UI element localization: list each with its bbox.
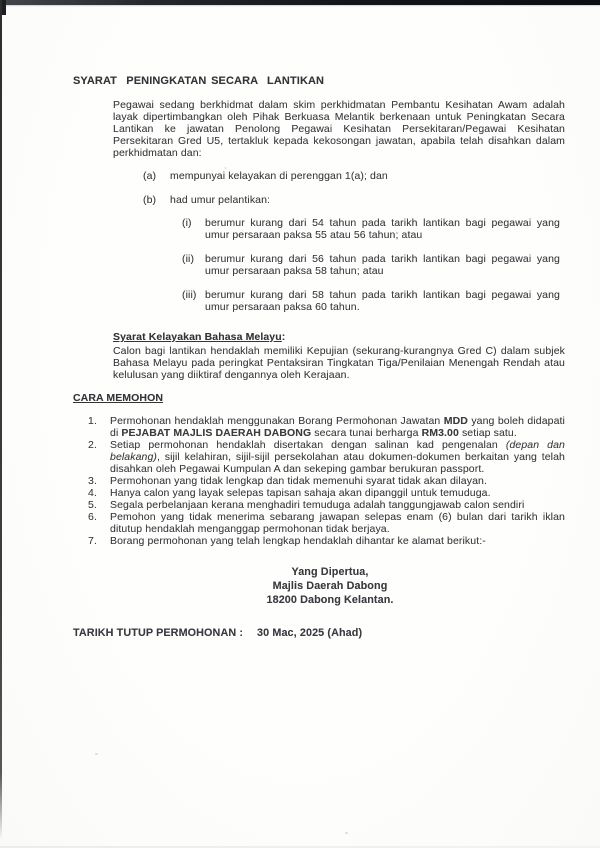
numbered-item-5-text: Segala perbelanjaan kerana menghadiri temuduga adalah tanggungjawab calon sendiri [110,499,525,511]
numbered-item-4-text: Hanya calon yang layak selepas tapisan sahaja akan dipanggil untuk temuduga. [110,487,491,499]
list-item-a-text: mempunyai kelayakan di perenggan 1(a); dan [170,170,388,182]
item-1-bold-pejabat: PEJABAT MAJLIS DAERAH DABONG [121,427,312,439]
closing-date-label: TARIKH TUTUP PERMOHONAN : [73,627,244,639]
section-heading-bahasa-melayu [113,331,600,343]
list-item-b-marker: (b) [143,194,157,206]
item-1-text-part: yang boleh didapati di [110,415,565,439]
item-1-text-part: Permohonan hendaklah menggunakan Borang Permohonan Jawatan [110,415,444,427]
item-1-text-part: setiap satu. [458,427,517,439]
section-heading-cara-memohon: CARA MEMOHON [73,392,164,404]
numbered-item-6-number: 6. [88,511,97,523]
roman-item-iii-marker: (iii) [182,289,197,301]
numbered-list [88,415,565,547]
mailing-address-block [160,565,500,607]
list-item-a [143,170,600,182]
list-item-a-marker: (a) [143,170,157,182]
numbered-item-6 [88,511,565,535]
item-2-italic-note: (depan dan belakang) [110,439,565,463]
numbered-item-5 [88,499,565,511]
section-heading-bahasa-melayu-colon: : [281,331,286,343]
section-heading-bahasa-melayu-text: Syarat Kelayakan Bahasa Melayu [113,331,282,343]
roman-item-i-marker: (i) [182,217,192,229]
numbered-item-1 [88,415,565,439]
numbered-item-4-number: 4. [88,487,97,499]
item-1-bold-price: RM3.00 [421,427,459,439]
bahasa-melayu-paragraph: Calon bagi lantikan hendaklah memiliki Kepujian (sekurang-kurangnya Gred C) dalam subjek Bahasa Melayu pada peringkat Pentaksiran Tingkatan Tiga/Penilaian Menengah Rendah atau kelulusan yang diiktiraf dengannya oleh Kerajaan. [113,345,565,381]
item-2-text-part: , sijil kelahiran, sijil-sijil persekolahan atau dokumen-dokumen berkaitan yang telah disahkan oleh Pegawai Kumpulan A dan sekeping gambar berukuran passport. [110,451,565,475]
item-1-text-part: secara tunai berharga [311,427,422,439]
numbered-item-7-number: 7. [88,535,97,547]
numbered-item-1-number: 1. [88,415,97,427]
numbered-item-4 [88,487,565,499]
numbered-item-2-number: 2. [88,439,97,451]
roman-item-ii [182,253,560,277]
section-heading-syarat-peningkatan: SYARAT PENINGKATAN SECARA LANTIKAN [73,75,325,87]
closing-date-value: 30 Mac, 2025 (Ahad) [257,627,363,639]
closing-date-line [73,627,600,639]
numbered-item-5-number: 5. [88,499,97,511]
list-item-b-text: had umur pelantikan: [170,194,271,206]
numbered-item-3-text: Permohonan yang tidak lengkap dan tidak memenuhi syarat tidak akan dilayan. [110,475,487,487]
numbered-item-2-text [110,439,565,475]
item-1-bold-mdd: MDD [443,415,468,427]
roman-item-ii-text: berumur kurang dari 56 tahun pada tarikh lantikan bagi pegawai yang umur persaraan paksa 58 tahun; atau [205,253,560,277]
roman-item-i-text: berumur kurang dari 54 tahun pada tarikh lantikan bagi pegawai yang umur persaraan paksa 55 atau 56 tahun; atau [205,217,560,241]
address-line-2: Majlis Daerah Dabong [272,580,388,592]
roman-item-iii-text: berumur kurang dari 58 tahun pada tarikh lantikan bagi pegawai yang umur persaraan paksa 60 tahun. [205,289,560,313]
intro-paragraph: Pegawai sedang berkhidmat dalam skim perkhidmatan Pembantu Kesihatan Awam adalah layak dipertimbangkan oleh Pihak Berkuasa Melantik berkenaan untuk Peningkatan Secara Lantikan ke jawatan Penolong Pegawai Kesihatan Persekitaran/Pegawai Kesihatan Persekitaran Gred U5, tertakluk kepada kekosongan jawatan, apabila telah disahkan dalam perkhidmatan dan: [113,99,565,159]
numbered-item-6-text: Pemohon yang tidak menerima sebarang jawapan selepas enam (6) bulan dari tarikh iklan ditutup hendaklah menganggap permohonan tidak berjaya. [110,511,565,535]
numbered-item-1-text [110,415,565,439]
numbered-item-7 [88,535,565,547]
roman-item-i [182,217,560,241]
numbered-item-3-number: 3. [88,475,97,487]
address-line-3: 18200 Dabong Kelantan. [266,594,394,606]
numbered-item-2 [88,439,565,475]
roman-sublist [182,217,560,313]
scan-noise-speck [345,832,348,834]
numbered-item-3 [88,475,565,487]
roman-item-ii-marker: (ii) [182,253,195,265]
roman-item-iii [182,289,560,313]
list-item-b [143,194,600,206]
numbered-item-7-text: Borang permohonan yang telah lengkap hendaklah dihantar ke alamat berikut:- [110,535,486,547]
scan-noise-speck [95,753,98,755]
item-2-text-part: Setiap permohonan hendaklah disertakan dengan salinan kad pengenalan [110,439,506,451]
address-line-1: Yang Dipertua, [291,566,369,578]
